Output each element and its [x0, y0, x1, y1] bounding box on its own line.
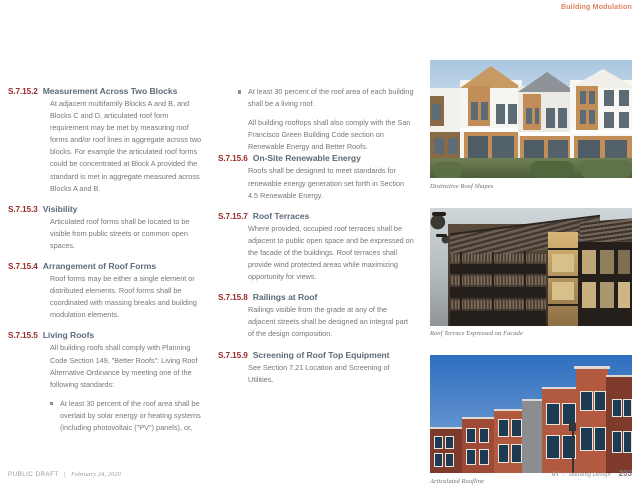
middle-text-column: [218, 86, 414, 395]
figure-column: [430, 60, 632, 485]
standard-paragraph: Articulated roof forms shall be located to be visible from public streets or common open spaces.: [50, 216, 190, 250]
standard-body: [248, 304, 414, 340]
footer-left: [8, 471, 121, 478]
standard-block: [8, 86, 204, 195]
footer-page-number: 203: [618, 469, 632, 478]
standard-block: [218, 350, 414, 386]
figure-articulated-roofline: [430, 355, 632, 485]
standard-heading: [8, 261, 204, 271]
standard-heading: [8, 204, 204, 214]
figure-distinctive-roof-shapes: [430, 60, 632, 190]
standard-title: On-Site Renewable Energy: [252, 153, 361, 164]
standard-paragraph: At adjacent multifamily Blocks A and B, and Blocks C and D, articulated roof form requirement may be met by measuring roof forms and/or roof lines in aggregate across two blocks. For example the articulated roof forms could be concentrated at Block A provided the standard is met in aggregate measured across Blocks A and B.: [50, 99, 202, 193]
standard-title: Visibility: [42, 203, 78, 214]
standard-heading: [8, 86, 204, 96]
standard-title: Screening of Roof Top Equipment: [252, 349, 390, 360]
standard-paragraph: Roof forms may be either a single element or distributed elements. Roof forms shall be coordinated with massing breaks and building modulation elements.: [50, 274, 197, 320]
standard-number: S.7.15.6: [218, 154, 248, 164]
standard-number: S.7.15.5: [8, 331, 38, 341]
photo-roof-terrace: [430, 208, 632, 326]
figure-caption: Roof Terrace Expressed on Facade: [430, 330, 523, 337]
standard-paragraph: Railings visible from the grade at any of the adjacent streets shall be designed an integral part of the design composition.: [248, 305, 409, 339]
standard-block: [8, 261, 204, 321]
standard-number: S.7.15.3: [8, 204, 38, 214]
list-item-label: At least 30 percent of the roof area of each building shall be a living roof.: [248, 87, 414, 109]
standard-body: [50, 273, 204, 321]
continued-paragraph: All building rooftops shall also comply with the San Francisco Green Building Code section on Renewable Energy and Better Roofs.: [248, 118, 411, 152]
footer-chapter-name: Building Design: [568, 471, 611, 478]
standard-body: [248, 223, 414, 283]
standard-title: Roof Terraces: [252, 210, 310, 221]
standard-heading: [8, 330, 204, 340]
standard-number: S.7.15.7: [218, 211, 248, 221]
standard-block: [8, 204, 204, 252]
bullet-square-icon: [50, 402, 53, 405]
footer-separator: |: [63, 471, 66, 478]
standard-paragraph: See Section 7.21 Location and Screening of Utilities.: [248, 362, 390, 384]
footer-right: [552, 469, 632, 478]
standard-paragraph: Roofs shall be designed to meet standards for renewable energy generation set forth in Section 4.5 Renewable Energy.: [248, 166, 405, 200]
standard-body: [248, 362, 414, 386]
figure-roof-terrace: [430, 208, 632, 338]
list-item: [50, 398, 204, 434]
standard-body: [50, 342, 204, 434]
figure-caption: Articulated Roofline: [430, 477, 485, 485]
standard-block: [8, 330, 204, 434]
standard-block: [218, 211, 414, 283]
standard-paragraph: Where provided, occupied roof terraces shall be adjacent to public open space and be expressed on the facade of the buildings. Roof terraces shall provide wind protected areas while maximizing opportunity for views.: [248, 223, 414, 282]
standard-heading: [218, 153, 414, 163]
standard-paragraph: All building roofs shall comply with Planning Code Section 149, "Better Roofs": Living Roof Alternative Ordinance by meeting one of the following standards:: [50, 343, 198, 389]
standard-number: S.7.15.8: [218, 293, 248, 303]
standard-title: Railings at Roof: [252, 292, 318, 303]
standard-number: S.7.15.2: [8, 87, 38, 96]
standard-title: Arrangement of Roof Forms: [42, 261, 157, 272]
standard-block: [218, 292, 414, 340]
footer-chapter-slash: /: [563, 471, 565, 478]
standard-number: S.7.15.4: [8, 262, 38, 272]
standard-body: [248, 165, 414, 201]
standard-title: Measurement Across Two Blocks: [42, 86, 178, 96]
standard-heading: [218, 292, 414, 302]
standard-body: [50, 216, 204, 252]
footer-chapter-number: 07: [552, 471, 560, 478]
list-item: [238, 86, 414, 110]
photo-distinctive-roof-shapes: [430, 60, 632, 178]
continued-content: [238, 86, 414, 153]
figure-caption: Distinctive Roof Shapes: [430, 182, 494, 190]
bullet-square-icon: [238, 90, 241, 93]
street-lamp-head: [569, 422, 576, 431]
list-item-label: At least 30 percent of the roof area shall be overlaid by solar energy or heating systems (including photovoltaic ("PV") panels), or,: [60, 398, 201, 432]
footer-draft-label: PUBLIC DRAFT: [8, 471, 59, 478]
standard-title: Living Roofs: [42, 330, 95, 341]
street-lamp: [572, 429, 574, 473]
standard-heading: [218, 211, 414, 221]
running-header-title: Building Modulation: [560, 4, 632, 11]
left-text-column: [8, 86, 204, 443]
standard-heading: [218, 350, 414, 360]
standard-number: S.7.15.9: [218, 350, 248, 360]
footer-date: February 24, 2020: [71, 471, 121, 478]
standard-body: [50, 98, 204, 195]
photo-articulated-roofline: [430, 355, 632, 473]
standard-block: [218, 153, 414, 201]
standard-bullet-list: [50, 398, 204, 434]
continued-bullet-list: [238, 86, 414, 110]
